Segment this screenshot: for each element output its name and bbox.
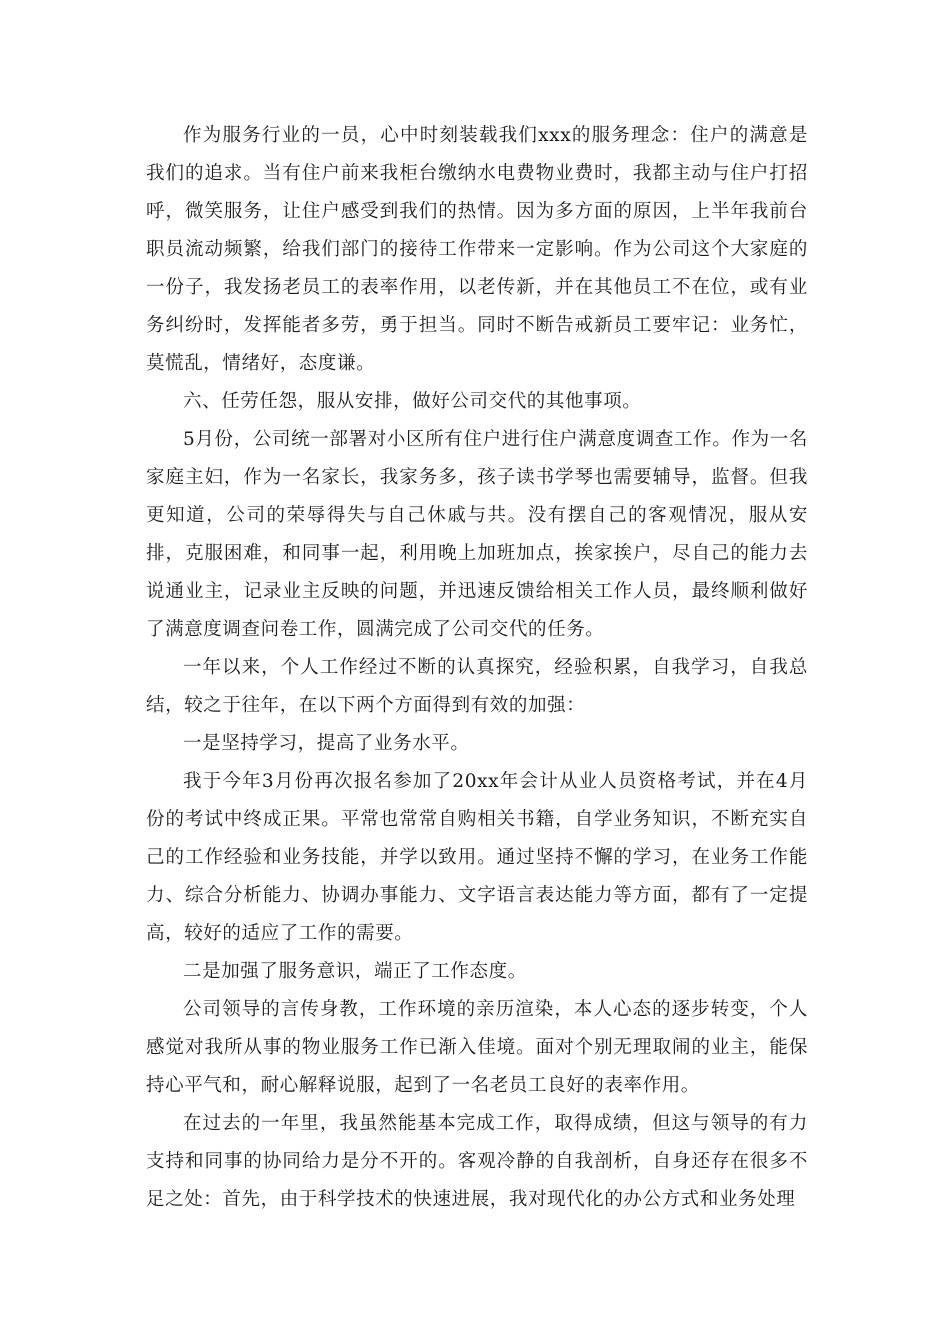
paragraph-shortcomings: 在过去的一年里，我虽然能基本完成工作，取得成绩，但这与领导的有力支持和同事的协同给力是分不开的。客观冷静的自我剖析，自身还存在很多不足之处：首先，由于科学技术的快速进展，我对现代化的办公方式和业务处理	[146, 1113, 808, 1210]
paragraph-survey-may: 5月份，公司统一部署对小区所有住户进行住户满意度调查工作。作为一名家庭主妇，作为一名家长，我家务多，孩子读书学琴也需要辅导，监督。但我更知道，公司的荣辱得失与自己休戚与共。没有摆自己的客观情况，服从安排，克服困难，和同事一起，利用晚上加班加点，挨家挨户，尽自己的能力去说通业主，记录业主反映的问题，并迅速反馈给相关工作人员，最终顺利做好了满意度调查问卷工作，圆满完成了公司交代的任务。	[146, 429, 808, 640]
section-heading-six: 六、任劳任怨，服从安排，做好公司交代的其他事项。	[183, 391, 642, 412]
document-body	[146, 117, 808, 1219]
point-one-heading: 一是坚持学习，提高了业务水平。	[183, 733, 470, 754]
paragraph-study: 我于今年3月份再次报名参加了20xx年会计从业人员资格考试，并在4月份的考试中终成正果。平常也常常自购相关书籍，自学业务知识，不断充实自己的工作经验和业务技能，并学以致用。通过坚持不懈的学习，在业务工作能力、综合分析能力、协调办事能力、文字语言表达能力等方面，都有了一定提高，较好的适应了工作的需要。	[146, 771, 808, 944]
point-two-heading: 二是加强了服务意识，端正了工作态度。	[183, 961, 527, 982]
paragraph-service-awareness: 公司领导的言传身教，工作环境的亲历渲染，本人心态的逐步转变，个人感觉对我所从事的物业服务工作已渐入佳境。面对个别无理取闹的业主，能保持心平气和，耐心解释说服，起到了一名老员工良好的表率作用。	[146, 999, 808, 1096]
paragraph-year-summary: 一年以来，个人工作经过不断的认真探究，经验积累，自我学习，自我总结，较之于往年，在以下两个方面得到有效的加强：	[146, 657, 808, 716]
paragraph-service-attitude: 作为服务行业的一员，心中时刻装载我们xxx的服务理念：住户的满意是我们的追求。当有住户前来我柜台缴纳水电费物业费时，我都主动与住户打招呼，微笑服务，让住户感受到我们的热情。因为多方面的原因，上半年我前台职员流动频繁，给我们部门的接待工作带来一定影响。作为公司这个大家庭的一份子，我发扬老员工的表率作用，以老传新，并在其他员工不在位，或有业务纠纷时，发挥能者多劳，勇于担当。同时不断告戒新员工要牢记：业务忙，莫慌乱，情绪好，态度谦。	[146, 125, 808, 374]
